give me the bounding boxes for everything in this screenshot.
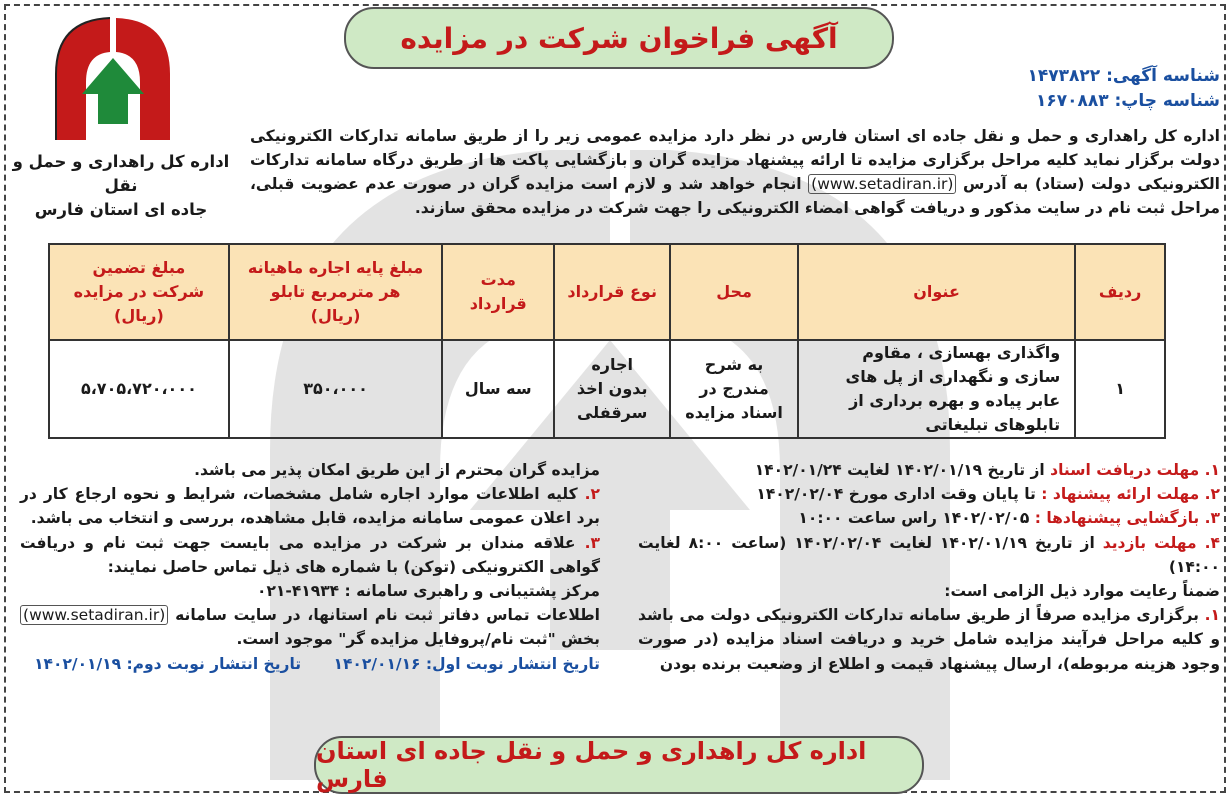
deadline-offers-text: تا پایان وقت اداری مورخ ۱۴۰۲/۰۲/۰۴ (756, 485, 1036, 504)
deadline-documents-text: از تاریخ ۱۴۰۲/۰۱/۱۹ لغایت ۱۴۰۲/۰۱/۲۴ (754, 461, 1045, 479)
note-1 (638, 603, 1220, 676)
support-center: مرکز پشتیبانی و راهبری سامانه : ۴۱۹۳۴-۰۲۱ (257, 582, 600, 601)
intro-text-2: انجام خواهد شد و لازم است مزایده گران در صورت عدم عضویت قبلی، مراحل ثبت نام در سایت مذکور و دریافت گواهی امضاء الکترونیکی را جهت شرکت در مزایده محقق سازند. (250, 175, 1220, 217)
auction-table (48, 243, 1166, 439)
note-1-number: ۱. (1204, 606, 1221, 625)
publication-date-1: تاریخ انتشار نوبت اول: ۱۴۰۲/۰۱/۱۶ (333, 654, 600, 673)
table-row (49, 340, 1165, 438)
cell-guarantee: ۵،۷۰۵،۷۲۰،۰۰۰ (49, 340, 229, 438)
table-header-row (49, 244, 1165, 340)
note-2 (20, 482, 600, 530)
note-2-text: کلیه اطلاعات موارد اجاره شامل مشخصات، شرایط و نحوه ارجاع کار در برد اعلان عمومی سامانه مزایده، قابل مشاهده، بررسی و انتخاب می باشد. (20, 485, 600, 528)
print-id: شناسه چاپ: ۱۶۷۰۸۸۳ (1035, 91, 1220, 111)
cell-row-no: ۱ (1075, 340, 1165, 438)
header-contract-type: نوع قرارداد (554, 244, 670, 340)
deadlines-column (638, 458, 1220, 676)
organization-logo (48, 12, 178, 144)
intro-paragraph (250, 124, 1220, 220)
contact-info-text-2: بخش "ثبت نام/پروفایل مزایده گر" موجود است. (236, 630, 600, 649)
cell-location: به شرح مندرج در اسناد مزایده (670, 340, 798, 438)
ad-id: شناسه آگهی: ۱۴۷۳۸۲۲ (1027, 66, 1220, 86)
note-3-number: ۳. (584, 533, 600, 552)
notes-column (20, 458, 600, 676)
note-3 (20, 531, 600, 579)
deadline-documents (638, 458, 1220, 482)
cell-title: واگذاری بهسازی ، مقاوم سازی و نگهداری از پل های عابر پیاده و بهره برداری از تابلوهای تبلیغاتی (798, 340, 1075, 438)
note-1-text: برگزاری مزایده صرفاً از طریق سامانه تدارکات الکترونیکی دولت می باشد و کلیه مراحل فرآیند مزایده شامل خرید و دریافت اسناد مزایده (در صورت وجود هزینه مربوطه)، ارسال پیشنهاد قیمت و اطلاع از وضعیت برنده بودن (638, 606, 1220, 673)
deadline-visit (638, 531, 1220, 579)
cell-contract-type: اجاره بدون اخذ سرقفلی (554, 340, 670, 438)
deadline-offers-label: ۲. مهلت ارائه پیشنهاد : (1041, 485, 1220, 504)
deadline-opening-text: ۱۴۰۲/۰۲/۰۵ راس ساعت ۱۰:۰۰ (798, 509, 1030, 528)
deadline-documents-label: ۱. مهلت دریافت اسناد (1050, 461, 1220, 479)
intro-text-1: اداره کل راهداری و حمل و نقل جاده ای استان فارس در نظر دارد مزایده عمومی زیر را از طریق سامانه تدارکات الکترونیکی دولت برگزار نماید کلیه مراحل برگزاری مزایده تا ارائه پیشنهاد مزایده گران و بازگشایی پاکت ها از طریق درگاه سامانه تدارکات الکترونیکی دولت (ستاد) به آدرس (250, 127, 1220, 193)
organization-name (8, 150, 234, 222)
footer-banner (314, 736, 924, 794)
header-location: محل (670, 244, 798, 340)
deadline-opening (638, 506, 1220, 530)
contact-info (20, 603, 600, 651)
note-1-continued: مزایده گران محترم از این طریق امکان پذیر می باشد. (194, 461, 600, 479)
page-title: آگهی فراخوان شرکت در مزایده (400, 21, 838, 55)
footer-text: اداره کل راهداری و حمل و نقل جاده ای استان فارس (316, 737, 867, 793)
ad-identifiers (920, 64, 1220, 114)
publication-date-2: تاریخ انتشار نوبت دوم: ۱۴۰۲/۰۱/۱۹ (34, 654, 302, 673)
header-banner (344, 7, 894, 69)
note-2-number: ۲. (584, 485, 600, 504)
header-guarantee: مبلغ تضمین شرکت در مزایده (ریال) (49, 244, 229, 340)
setadiran-link[interactable]: (www.setadiran.ir) (808, 174, 956, 194)
cell-duration: سه سال (442, 340, 554, 438)
header-title: عنوان (798, 244, 1075, 340)
setadiran-link-2[interactable]: (www.setadiran.ir) (20, 605, 168, 625)
deadline-visit-label: ۴. مهلت بازدید (1102, 533, 1220, 552)
deadline-opening-label: ۳. بازگشایی پیشنهادها : (1034, 509, 1220, 528)
deadline-offers (638, 482, 1220, 506)
publication-dates (20, 652, 600, 676)
notes-intro: ضمناً رعایت موارد ذیل الزامی است: (944, 582, 1220, 601)
header-base-rent: مبلغ پایه اجاره ماهیانه هر مترمربع تابلو (ریال) (229, 244, 443, 340)
deadline-visit-text: از تاریخ ۱۴۰۲/۰۱/۱۹ لغایت ۱۴۰۲/۰۲/۰۴ (ساعت ۸:۰۰ لغایت ۱۴:۰۰) (638, 533, 1220, 576)
cell-base-rent: ۳۵۰،۰۰۰ (229, 340, 443, 438)
contact-info-text-1: اطلاعات تماس دفاتر ثبت نام استانها، در سایت سامانه (175, 606, 600, 625)
header-row-no: ردیف (1075, 244, 1165, 340)
organization-name-line2: جاده ای استان فارس (34, 200, 208, 219)
note-3-text: علاقه مندان بر شرکت در مزایده می بایست جهت ثبت نام و دریافت گواهی الکترونیکی (توکن) با شماره های ذیل تماس حاصل نمایند: (20, 533, 600, 576)
header-duration: مدت قرارداد (442, 244, 554, 340)
organization-name-line1: اداره کل راهداری و حمل و نقل (12, 152, 230, 195)
